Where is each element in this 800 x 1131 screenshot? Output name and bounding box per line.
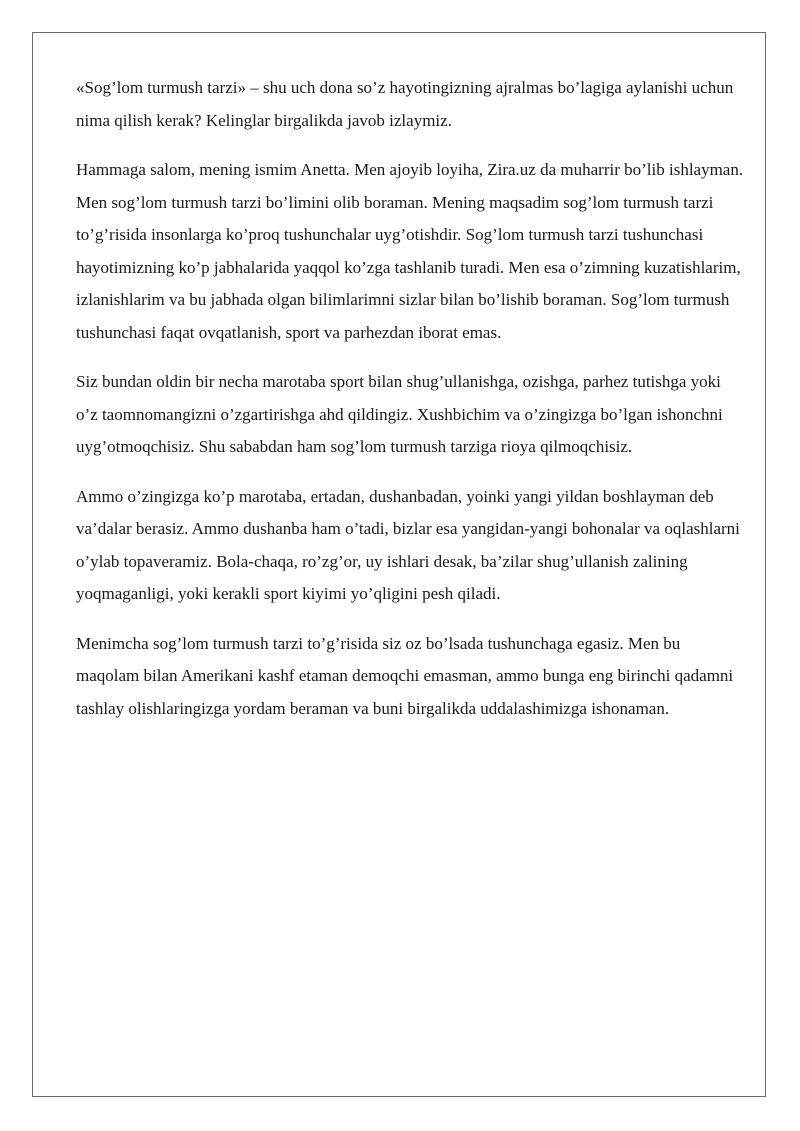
document-body: [76, 72, 744, 742]
closing-paragraph: Menimcha sog’lom turmush tarzi to’g’risida siz oz bo’lsada tushunchaga egasiz. Men bu maqolam bilan Amerikani kashf etaman demoqchi emasman, ammo bunga eng birinchi qadamni tashlay olishlaringizga yordam beraman va buni birgalikda uddalashimizga ishonaman.: [76, 633, 734, 718]
motivation-paragraph: Siz bundan oldin bir necha marotaba sport bilan shug’ullanishga, ozishga, parhez tutishga yoki o’z taomnomangizni o’zgartirishga ahd qildingiz. Xushbichim va o’zingizga bo’lgan ishonchni uyg’otmoqchisiz. Shu sababdan ham sog’lom turmush tarziga rioya qilmoqchisiz.: [76, 372, 723, 456]
author-intro-paragraph: Hammaga salom, mening ismim Anetta. Men ajoyib loyiha, Zira.uz da muharrir bo’lib ishlayman. Men sog’lom turmush tarzi bo’limini olib boraman. Mening maqsadim sog’lom turmush tarzi to’g’risida insonlarga ko’proq tushunchalar uyg’otishdir. Sog’lom turmush tarzi tushunchasi hayotimizning ko’p jabhalarida yaqqol ko’zga tashlanib turadi. Men esa o’zimning kuzatishlarim, izlanishlarim va bu jabhada olgan bilimlarimni sizlar bilan bo’lishib boraman. Sog’lom turmush tushunchasi faqat ovqatlanish, sport va parhezdan iborat emas.: [76, 160, 744, 342]
excuses-paragraph: Ammo o’zingizga ko’p marotaba, ertadan, dushanbadan, yoinki yangi yildan boshlayman deb va’dalar berasiz. Ammo dushanba ham o’tadi, bizlar esa yangidan-yangi bohonalar va oqlashlarni o’ylab topaveramiz. Bola-chaqa, ro’zg’or, uy ishlari desak, ba’zilar shug’ullanish zalining yoqmaganligi, yoki kerakli sport kiyimi yo’qligini pesh qiladi.: [76, 486, 740, 603]
intro-paragraph: «Sog’lom turmush tarzi» – shu uch dona so’z hayotingizning ajralmas bo’lagiga aylanishi uchun nima qilish kerak? Kelinglar birgalikda javob izlaymiz.: [76, 78, 734, 130]
